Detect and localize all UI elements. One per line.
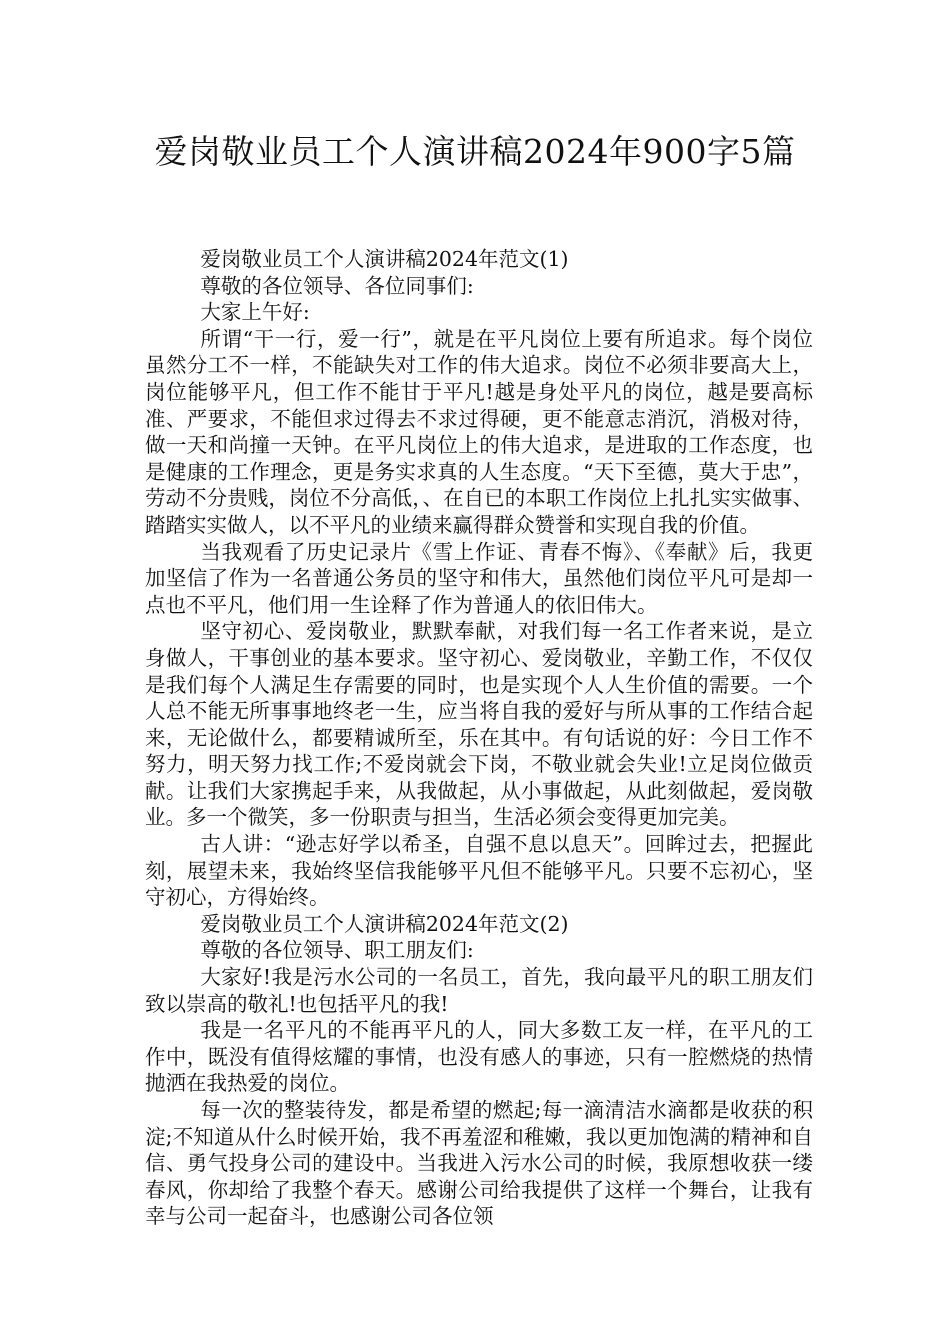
salutation: 尊敬的各位领导、职工朋友们: bbox=[200, 938, 474, 963]
body-paragraph: 所谓“干一行，爱一行”，就是在平凡岗位上要有所追求。每个岗位虽然分工不一样，不能缺失对工作的伟大追求。岗位不必须非要高大上，岗位能够平凡，但工作不能甘于平凡!越是身处平凡的岗位，越是要高标准、严要求，不能但求过得去不求过得硬，更不能意志消沉，消极对待，做一天和尚撞一天钟。在平凡岗位上的伟大追求，是进取的工作态度，也是健康的工作理念，更是务实求真的人生态度。“天下至德，莫大于忠”，劳动不分贵贱，岗位不分高低，、在自已的本职工作岗位上扎扎实实做事、踏踏实实做人，以不平凡的业绩来赢得群众赞誉和实现自我的价值。 bbox=[145, 326, 813, 537]
salutation: 尊敬的各位领导、各位同事们: bbox=[200, 273, 474, 298]
body-paragraph: 坚守初心、爱岗敬业，默默奉献，对我们每一名工作者来说，是立身做人，干事创业的基本要求。坚守初心、爱岗敬业，辛勤工作，不仅仅是我们每个人满足生存需要的同时，也是实现个人人生价值的需要。一个人总不能无所事事地终老一生，应当将自我的爱好与所从事的工作结合起来，无论做什么，都要精诚所至，乐在其中。有句话说的好：今日工作不努力，明天努力找工作;不爱岗就会下岗，不敬业就会失业!立足岗位做贡献。让我们大家携起手来，从我做起，从小事做起，从此刻做起，爱岗敬业。多一个微笑，多一份职责与担当，生活必须会变得更加完美。 bbox=[145, 619, 813, 830]
section-heading-1: 爱岗敬业员工个人演讲稿2024年范文(1) bbox=[200, 247, 569, 271]
body-paragraph: 当我观看了历史记录片《雪上作证、青春不悔》、《奉献》后，我更加坚信了作为一名普通公务员的坚守和伟大，虽然他们岗位平凡可是却一点也不平凡，他们用一生诠释了作为普通人的依旧伟大。 bbox=[145, 539, 813, 617]
body-paragraph: 古人讲：“逊志好学以希圣，自强不息以息天”。回眸过去，把握此刻，展望未来，我始终坚信我能够平凡但不能够平凡。只要不忘初心，坚守初心，方得始终。 bbox=[145, 832, 813, 910]
document-title: 爱岗敬业员工个人演讲稿2024年900字5篇 bbox=[154, 132, 796, 171]
body-paragraph: 大家好!我是污水公司的一名员工，首先，我向最平凡的职工朋友们致以崇高的敬礼!也包括平凡的我! bbox=[145, 965, 813, 1016]
section-heading-2: 爱岗敬业员工个人演讲稿2024年范文(2) bbox=[200, 911, 569, 936]
body-paragraph: 每一次的整装待发，都是希望的燃起;每一滴清洁水滴都是收获的积淀;不知道从什么时候开始，我不再羞涩和稚嫩，我以更加饱满的精神和自信、勇气投身公司的建设中。当我进入污水公司的时候，我原想收获一缕春风，你却给了我整个春天。感谢公司给我提供了这样一个舞台，让我有幸与公司一起奋斗，也感谢公司各位领 bbox=[145, 1098, 813, 1229]
document-body bbox=[145, 246, 813, 1230]
body-paragraph: 我是一名平凡的不能再平凡的人，同大多数工友一样，在平凡的工作中，既没有值得炫耀的事情，也没有感人的事迹，只有一腔燃烧的热情抛洒在我热爱的岗位。 bbox=[145, 1018, 813, 1096]
greeting: 大家上午好: bbox=[200, 300, 310, 325]
